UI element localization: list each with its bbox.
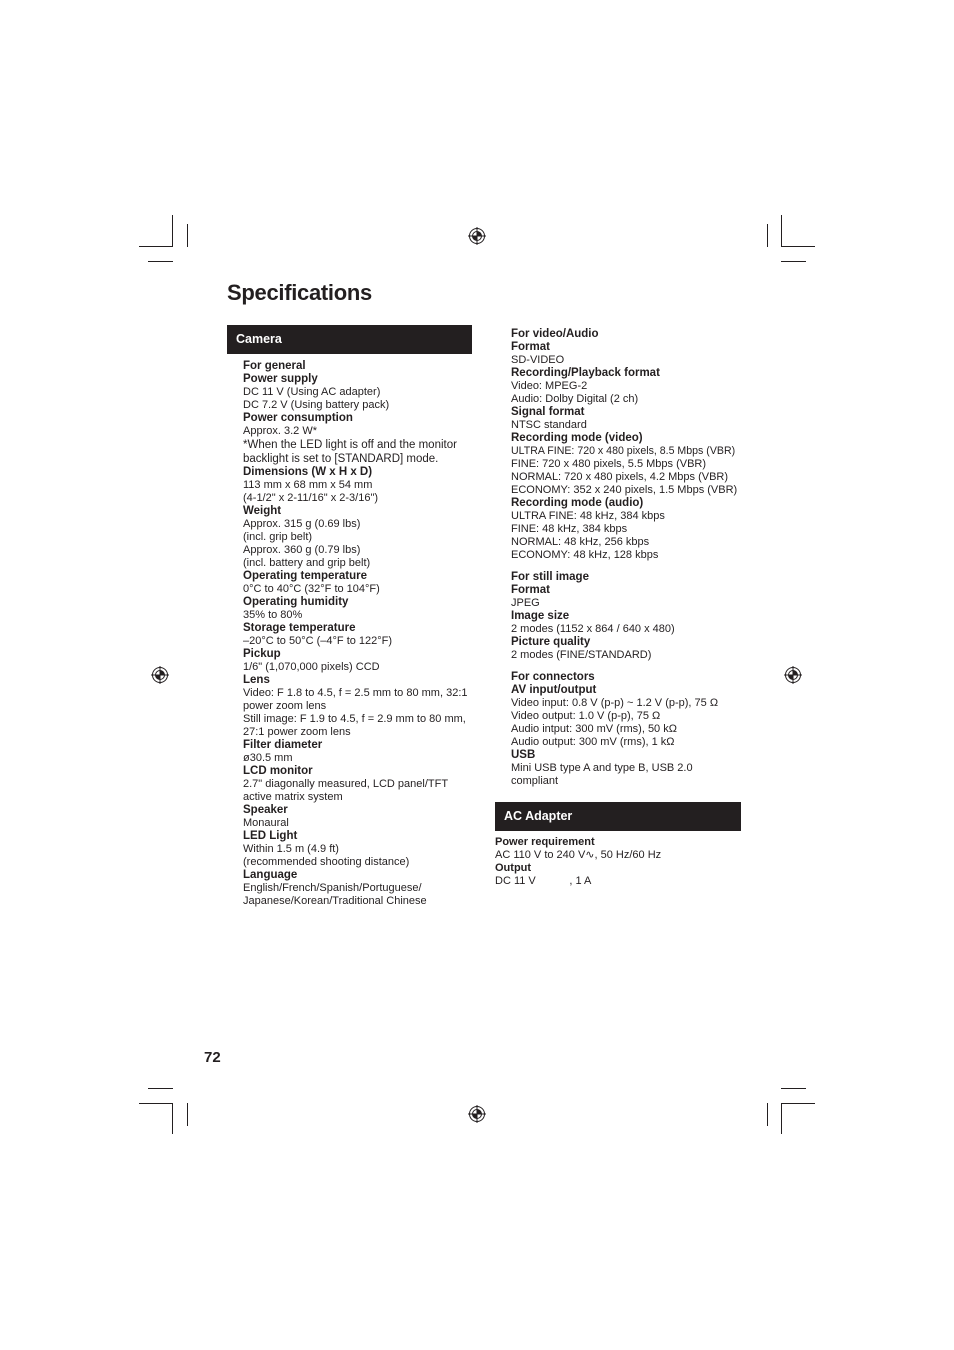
speaker-value: Monaural — [243, 817, 289, 829]
lens-value: Still image: F 1.9 to 4.5, f = 2.9 mm to 80 mm, 27:1 power zoom lens — [243, 713, 466, 738]
recording-playback-format-label: Recording/Playback format — [511, 367, 660, 379]
crop-mark — [148, 261, 173, 262]
recording-mode-video-value: ULTRA FINE: 720 x 480 pixels, 8.5 Mbps (VBR) — [511, 445, 736, 457]
av-input-output-value: Video input: 0.8 V (p-p) ~ 1.2 V (p-p), 75 Ω — [511, 697, 719, 709]
recording-mode-video-value: ECONOMY: 352 x 240 pixels, 1.5 Mbps (VBR) — [511, 484, 738, 496]
recording-playback-format-value: Audio: Dolby Digital (2 ch) — [511, 393, 639, 405]
recording-mode-video-value: FINE: 720 x 480 pixels, 5.5 Mbps (VBR) — [511, 458, 707, 470]
filter-diameter-value: ø30.5 mm — [243, 752, 293, 764]
language-label: Language — [243, 869, 298, 881]
recording-playback-format-value: Video: MPEG-2 — [511, 380, 588, 392]
camera-section-header — [227, 325, 472, 354]
crop-mark — [781, 215, 782, 246]
crop-mark — [767, 224, 768, 247]
image-size-value: 2 modes (1152 x 864 / 640 x 480) — [511, 623, 675, 635]
crop-mark — [139, 1103, 173, 1104]
operating-temperature-label: Operating temperature — [243, 570, 367, 582]
power-consumption-value: Approx. 3.2 W* — [243, 425, 317, 437]
pickup-value: 1/6" (1,070,000 pixels) CCD — [243, 661, 380, 673]
led-light-value: (recommended shooting distance) — [243, 856, 410, 868]
recording-mode-audio-value: ECONOMY: 48 kHz, 128 kbps — [511, 549, 659, 561]
signal-format-value: NTSC standard — [511, 419, 587, 431]
signal-format-label: Signal format — [511, 406, 585, 418]
registration-mark-icon — [784, 666, 802, 684]
picture-quality-label: Picture quality — [511, 636, 591, 648]
av-input-output-value: Audio intput: 300 mV (rms), 50 kΩ — [511, 723, 677, 735]
weight-label: Weight — [243, 505, 282, 517]
still-format-value: JPEG — [511, 597, 540, 609]
ac-adapter-section-header — [495, 802, 741, 831]
usb-label: USB — [511, 749, 536, 761]
recording-mode-audio-value: NORMAL: 48 kHz, 256 kbps — [511, 536, 650, 548]
speaker-label: Speaker — [243, 804, 288, 816]
recording-mode-video-label: Recording mode (video) — [511, 432, 643, 444]
ac-adapter-spec-list — [495, 836, 741, 888]
lens-value: Video: F 1.8 to 4.5, f = 2.5 mm to 80 mm, 32:1 power zoom lens — [243, 687, 468, 712]
connectors-heading: For connectors — [511, 671, 595, 683]
crop-mark — [781, 1103, 782, 1134]
recording-mode-audio-value: ULTRA FINE: 48 kHz, 384 kbps — [511, 510, 665, 522]
still-format-label: Format — [511, 584, 550, 596]
power-requirement-value: AC 110 V to 240 V∿, 50 Hz/60 Hz — [495, 849, 662, 861]
crop-mark — [187, 224, 188, 247]
video-audio-heading: For video/Audio — [511, 328, 599, 340]
language-value: English/French/Spanish/Portuguese/ — [243, 882, 422, 894]
lcd-monitor-label: LCD monitor — [243, 765, 313, 777]
output-value: DC 11 V , 1 A — [495, 875, 592, 887]
storage-temperature-label: Storage temperature — [243, 622, 356, 634]
led-light-label: LED Light — [243, 830, 298, 842]
output-label: Output — [495, 862, 532, 874]
filter-diameter-label: Filter diameter — [243, 739, 323, 751]
power-requirement-label: Power requirement — [495, 836, 595, 848]
power-supply-label: Power supply — [243, 373, 318, 385]
crop-mark — [781, 246, 815, 247]
crop-mark — [148, 1088, 173, 1089]
still-image-heading: For still image — [511, 571, 589, 583]
recording-mode-video-value: NORMAL: 720 x 480 pixels, 4.2 Mbps (VBR) — [511, 471, 729, 483]
general-heading: For general — [243, 360, 306, 372]
weight-value: (incl. battery and grip belt) — [243, 557, 371, 569]
led-light-value: Within 1.5 m (4.9 ft) — [243, 843, 339, 855]
lens-label: Lens — [243, 674, 270, 686]
usb-value: Mini USB type A and type B, USB 2.0 compliant — [511, 762, 693, 787]
operating-humidity-label: Operating humidity — [243, 596, 349, 608]
crop-mark — [767, 1103, 768, 1126]
recording-mode-audio-value: FINE: 48 kHz, 384 kbps — [511, 523, 628, 535]
format-value: SD-VIDEO — [511, 354, 565, 366]
camera-spec-list — [243, 360, 475, 908]
ac-adapter-heading: AC Adapter — [504, 809, 573, 823]
av-input-output-value: Audio output: 300 mV (rms), 1 kΩ — [511, 736, 675, 748]
dimensions-value: 113 mm x 68 mm x 54 mm — [243, 479, 373, 491]
registration-mark-icon — [151, 666, 169, 684]
camera-heading: Camera — [236, 332, 282, 346]
page-number: 72 — [204, 1049, 221, 1066]
video-audio-spec-list — [511, 328, 747, 788]
picture-quality-value: 2 modes (FINE/STANDARD) — [511, 649, 652, 661]
operating-humidity-value: 35% to 80% — [243, 609, 303, 621]
language-value: Japanese/Korean/Traditional Chinese — [243, 895, 427, 907]
crop-mark — [781, 1088, 806, 1089]
registration-mark-icon — [468, 227, 486, 245]
power-consumption-label: Power consumption — [243, 412, 353, 424]
lcd-monitor-value: 2.7" diagonally measured, LCD panel/TFT active matrix system — [243, 778, 448, 803]
weight-value: Approx. 360 g (0.79 lbs) — [243, 544, 361, 556]
dimensions-value: (4-1/2" x 2-11/16" x 2-3/16") — [243, 492, 379, 504]
registration-mark-icon — [468, 1105, 486, 1123]
crop-mark — [172, 1103, 173, 1134]
storage-temperature-value: –20°C to 50°C (–4°F to 122°F) — [243, 635, 393, 647]
crop-mark — [172, 215, 173, 246]
weight-value: (incl. grip belt) — [243, 531, 313, 543]
crop-mark — [781, 1103, 815, 1104]
dimensions-label: Dimensions (W x H x D) — [243, 466, 373, 478]
page-title: Specifications — [227, 280, 372, 305]
format-label: Format — [511, 341, 550, 353]
power-supply-value: DC 11 V (Using AC adapter) — [243, 386, 381, 398]
power-supply-value: DC 7.2 V (Using battery pack) — [243, 399, 390, 411]
pickup-label: Pickup — [243, 648, 281, 660]
crop-mark — [781, 261, 806, 262]
power-consumption-note: *When the LED light is off and the monitor backlight is set to [STANDARD] mode. — [243, 439, 457, 465]
crop-mark — [139, 246, 173, 247]
recording-mode-audio-label: Recording mode (audio) — [511, 497, 644, 509]
av-input-output-label: AV input/output — [511, 684, 597, 696]
operating-temperature-value: 0°C to 40°C (32°F to 104°F) — [243, 583, 380, 595]
av-input-output-value: Video output: 1.0 V (p-p), 75 Ω — [511, 710, 661, 722]
crop-mark — [187, 1103, 188, 1126]
weight-value: Approx. 315 g (0.69 lbs) — [243, 518, 361, 530]
image-size-label: Image size — [511, 610, 570, 622]
